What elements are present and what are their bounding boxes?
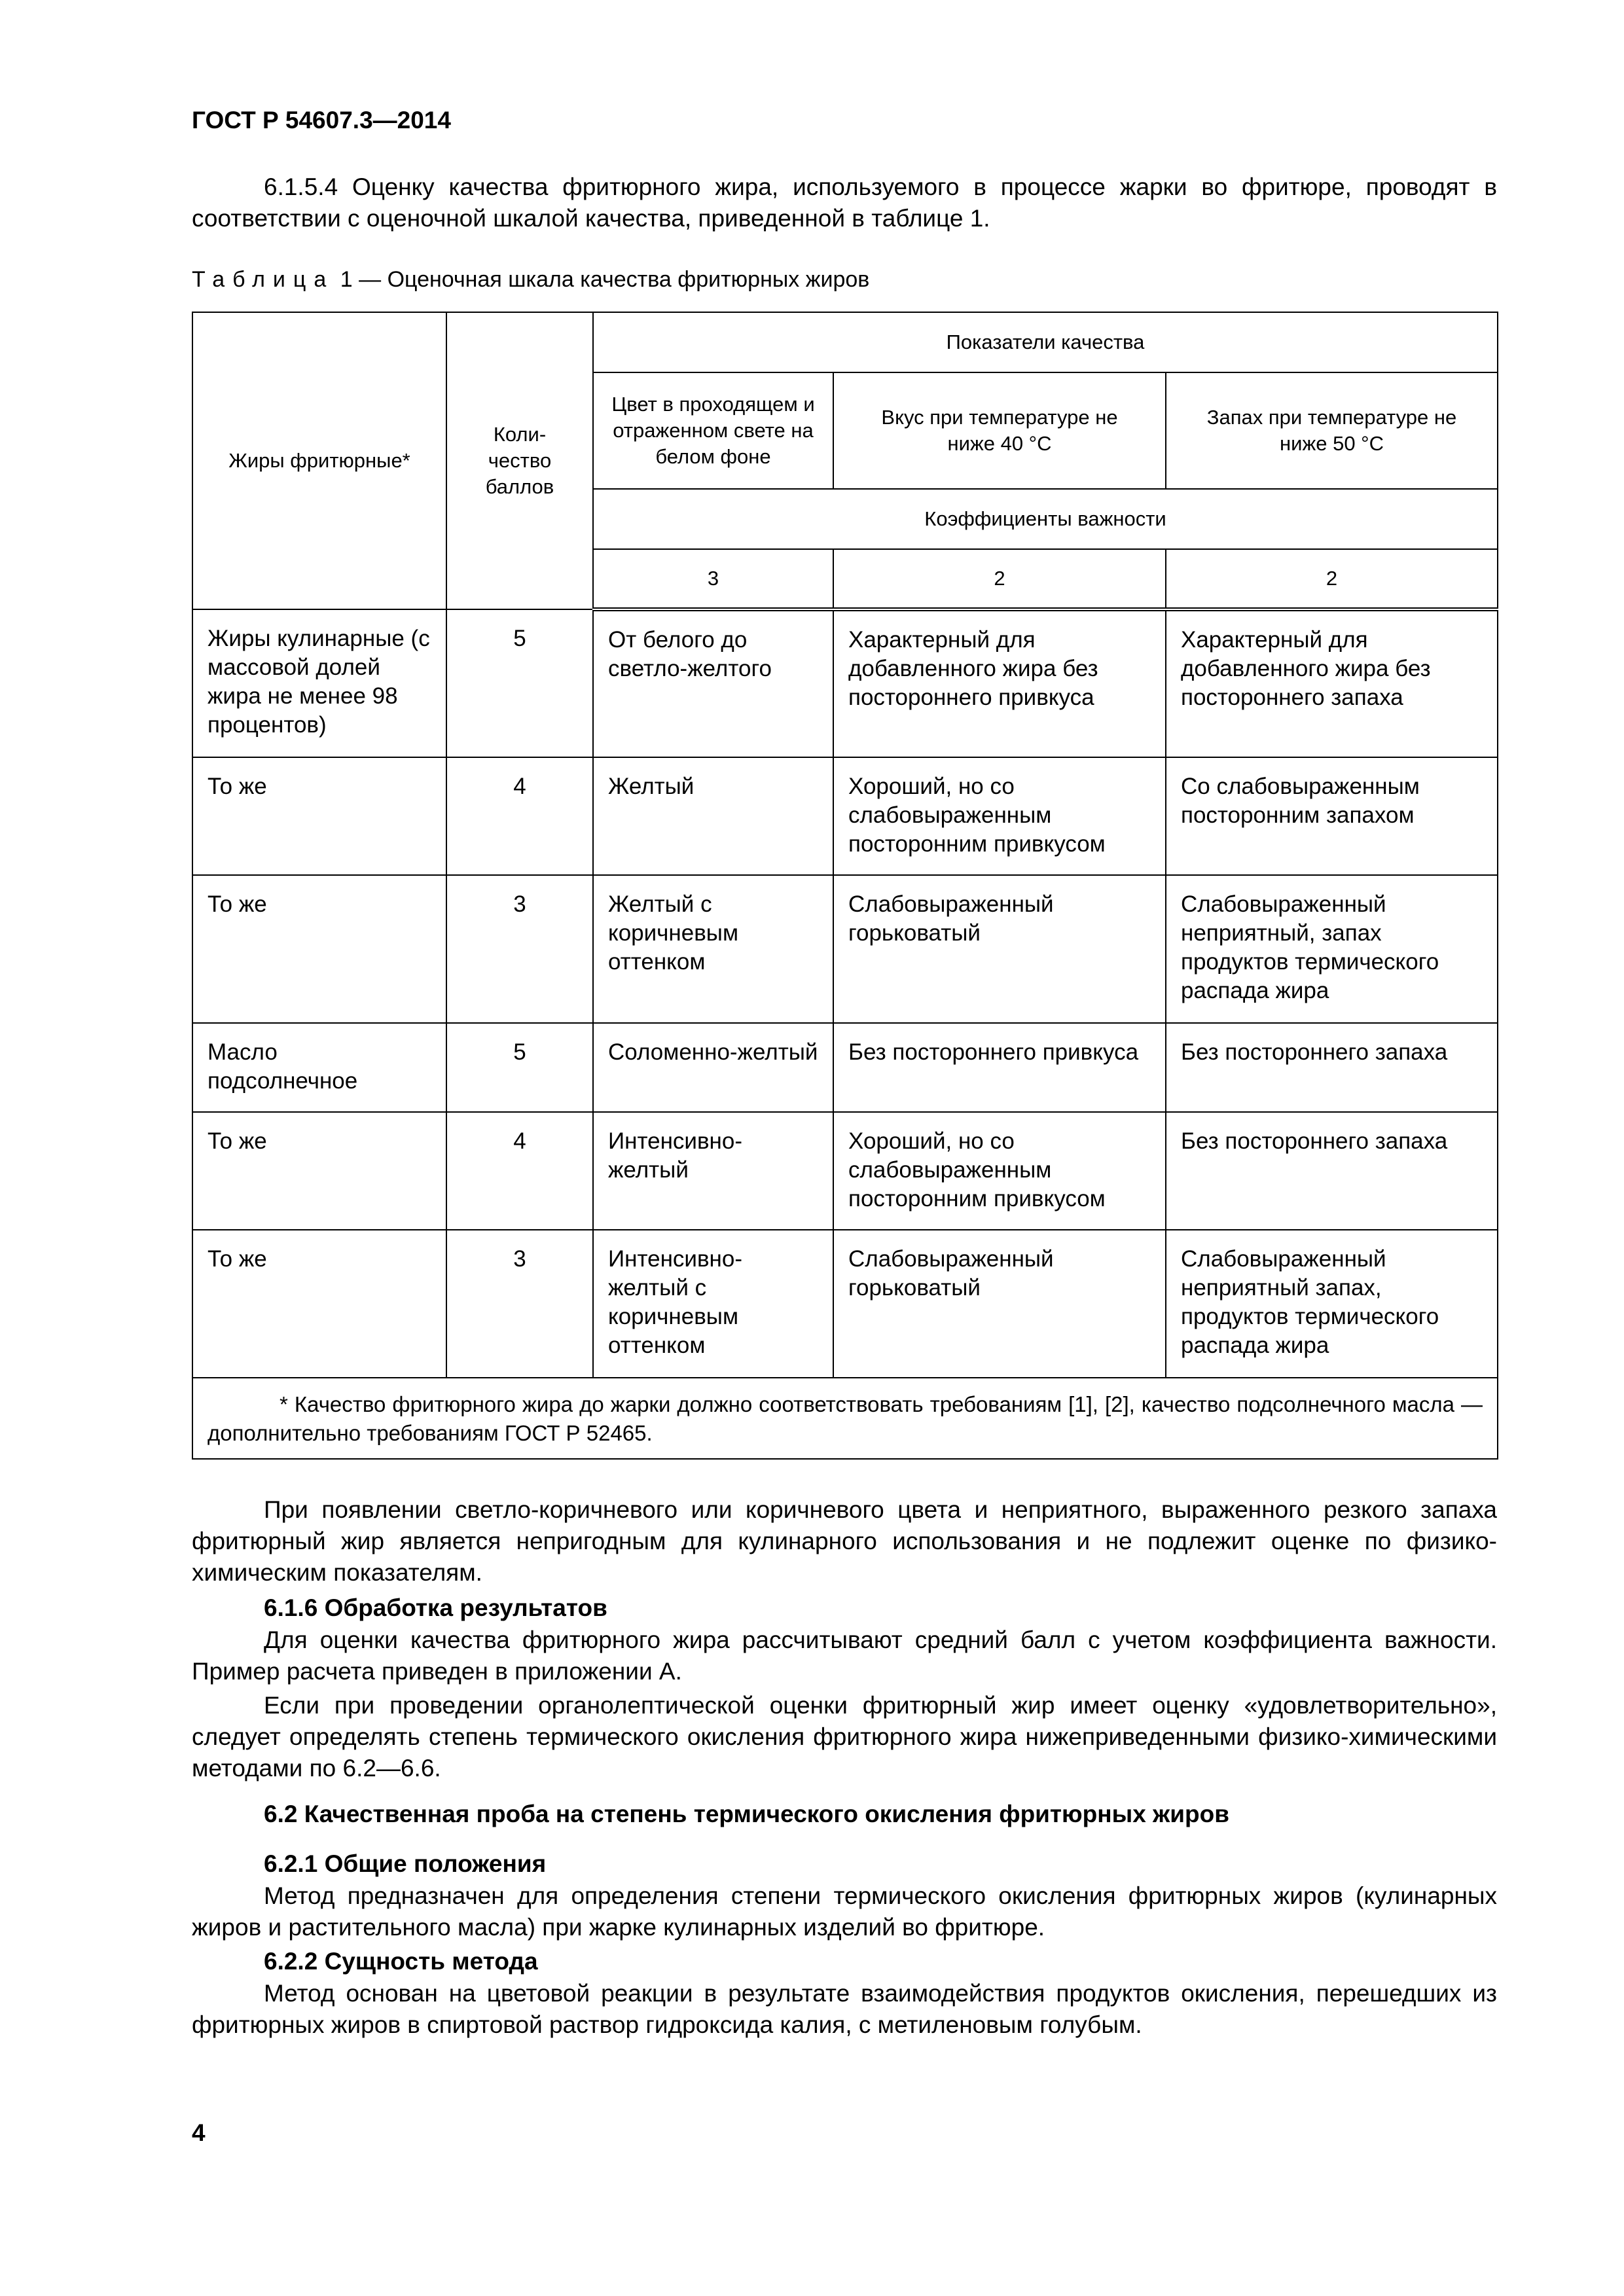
section-621-paragraph: Метод предназначен для определения степени термического окисления фритюрных жиров (кулинарных жиров и растительного масла) при жарке кулинарных изделий во фритюре. (192, 1882, 1497, 1941)
cell-color: Желтый с коричневым оттенком (608, 891, 739, 975)
table-caption-word: Таблица (192, 267, 334, 292)
header-coefficients: Коэффициенты важности (593, 489, 1498, 549)
coef-smell: 2 (1166, 549, 1498, 609)
cell-fat: То же (208, 774, 267, 799)
header-fats: Жиры фритюрные* (192, 312, 446, 609)
section-616-paragraph-1: Для оценки качества фритюрного жира рассчитывают средний балл с учетом коэффициента важности. Пример расчета приведен в приложении А. (192, 1626, 1497, 1685)
document-code: ГОСТ Р 54607.3—2014 (192, 107, 451, 134)
header-indicators: Показатели качества (593, 312, 1498, 372)
cell-score: 5 (513, 1039, 526, 1065)
cell-taste: Слабовыраженный горьковатый (848, 1246, 1054, 1300)
cell-color: Интенсивно-желтый с коричневым оттенком (608, 1246, 743, 1358)
section-621-title: 6.2.1 Общие положения (264, 1850, 547, 1877)
cell-fat: То же (208, 1128, 267, 1154)
table-footnote-row (192, 1378, 1498, 1459)
cell-score: 4 (513, 1128, 526, 1154)
header-score: Коли-чество баллов (446, 312, 593, 609)
table-footnote: * Качество фритюрного жира до жарки должно соответствовать требованиям [1], [2], качество подсолнечного масла — дополнительно требованиям ГОСТ Р 52465. (208, 1392, 1483, 1445)
cell-smell: Слабовыраженный неприятный запах, продуктов термического распада жира (1181, 1246, 1439, 1358)
table-row (192, 1023, 1498, 1112)
cell-color: От белого до светло-желтого (608, 627, 772, 681)
cell-smell: Со слабовыраженным посторонним запахом (1181, 774, 1420, 828)
section-622-title: 6.2.2 Сущность метода (264, 1948, 538, 1975)
cell-smell: Без постороннего запаха (1181, 1039, 1448, 1065)
intro-paragraph: 6.1.5.4 Оценку качества фритюрного жира, используемого в процессе жарки во фритюре, проводят в соответствии с оценочной шкалой качества, приведенной в таблице 1. (192, 173, 1497, 232)
cell-fat: Жиры кулинарные (с массовой долей жира не менее 98 процентов) (208, 626, 430, 738)
cell-smell: Слабовыраженный неприятный, запах продуктов термического распада жира (1181, 891, 1439, 1003)
cell-smell: Характерный для добавленного жира без постороннего запаха (1181, 627, 1431, 710)
quality-scale-table (192, 312, 1498, 1460)
header-smell: Запах при температуре не ниже 50 °С (1166, 372, 1498, 489)
table-row (192, 1112, 1498, 1230)
cell-color: Соломенно-желтый (608, 1039, 818, 1065)
table-row (192, 1230, 1498, 1378)
cell-color: Желтый (608, 774, 695, 799)
table-caption-text: 1 — Оценочная шкала качества фритюрных жиров (340, 267, 870, 292)
cell-fat: То же (208, 891, 267, 917)
cell-smell: Без постороннего запаха (1181, 1128, 1448, 1154)
table-row (192, 875, 1498, 1023)
cell-fat: То же (208, 1246, 267, 1272)
header-taste: Вкус при температуре не ниже 40 °С (833, 372, 1166, 489)
after-table-paragraph: При появлении светло-коричневого или коричневого цвета и неприятного, выраженного резкого запаха фритюрный жир является непригодным для кулинарного использования и не подлежит оценке по физико-химическим показателям. (192, 1496, 1497, 1586)
section-62-title: 6.2 Качественная проба на степень термического окисления фритюрных жиров (264, 1801, 1229, 1827)
cell-taste: Хороший, но со слабовыраженным посторонним привкусом (848, 774, 1106, 857)
cell-taste: Без постороннего привкуса (848, 1039, 1139, 1065)
cell-taste: Характерный для добавленного жира без постороннего привкуса (848, 627, 1098, 710)
table-caption (192, 267, 869, 293)
section-616-paragraph-2: Если при проведении органолептической оценки фритюрный жир имеет оценку «удовлетворительно», следует определять степень термического окисления фритюрного жира нижеприведенными физико-химическими методами по 6.2—6.6. (192, 1692, 1497, 1782)
cell-fat: Масло подсолнечное (208, 1039, 358, 1094)
cell-score: 4 (513, 774, 526, 799)
cell-score: 3 (513, 1246, 526, 1272)
coef-taste: 2 (833, 549, 1166, 609)
page-number: 4 (192, 2119, 206, 2146)
coef-color: 3 (593, 549, 833, 609)
cell-score: 3 (513, 891, 526, 917)
table-row (192, 757, 1498, 875)
section-622-paragraph: Метод основан на цветовой реакции в результате взаимодействия продуктов окисления, перешедших из фритюрных жиров в спиртовой раствор гидроксида калия, с метиленовым голубым. (192, 1980, 1497, 2038)
header-color: Цвет в проходящем и отраженном свете на белом фоне (593, 372, 833, 489)
cell-color: Интенсивно-желтый (608, 1128, 743, 1183)
section-616-title: 6.1.6 Обработка результатов (264, 1594, 607, 1621)
cell-taste: Хороший, но со слабовыраженным посторонним привкусом (848, 1128, 1106, 1211)
cell-taste: Слабовыраженный горьковатый (848, 891, 1054, 946)
cell-score: 5 (513, 626, 526, 651)
table-row (192, 609, 1498, 757)
